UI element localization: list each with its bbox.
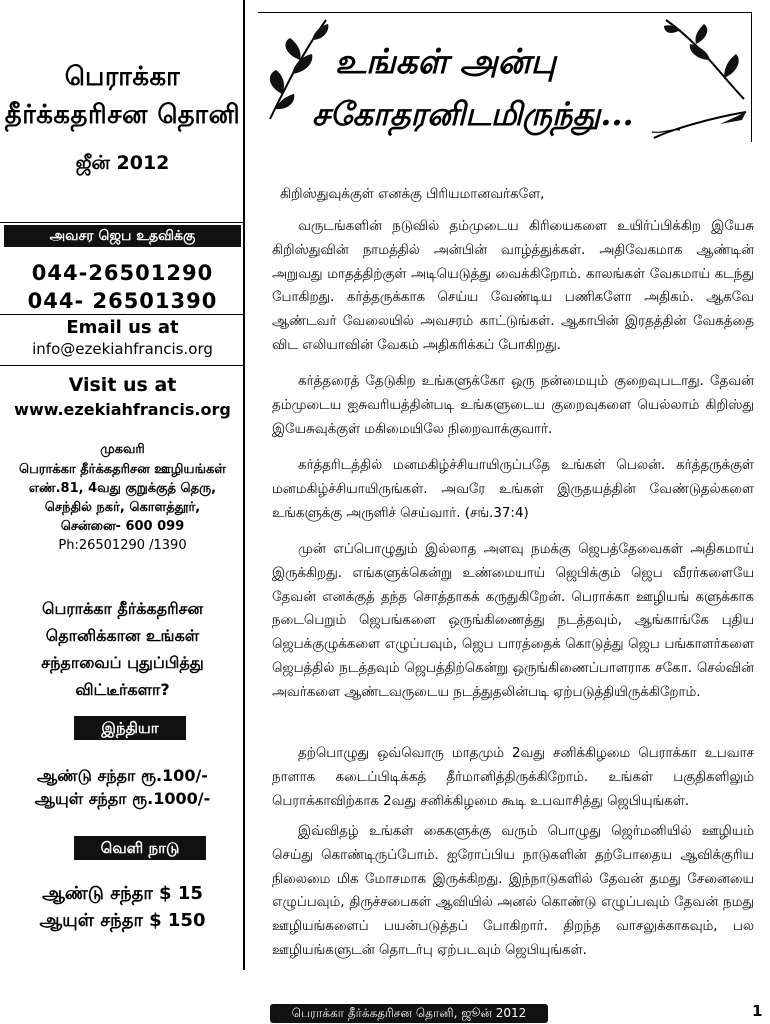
letter-paragraph: முன் எப்பொழுதும் இல்லாத அளவு நமக்கு ஜெபத்தேவைகள் அதிகமாய் இருக்கிறது. எங்களுக்கென்று உண்மையாய் ஜெபிக்கும் ஜெப வீரர்களையே தேவன் எனக்குத் தந்த சொத்தாகக் கருதுகிறேன். பெராக்கா ஊழியங் களுக்காக நடைபெறும் ஜெபங்களை ஒருங்கிணைத்து நடத்தவும், ஆங்காங்கே புதிய ஜெபக்குழுக்களை எழுப்பவும், ஜெப பாரத்தைக் கொடுத்து ஜெப பங்காளர்களை ஜெபத்தில் நடத்தவும் ஜெபத்திற்கென்று ஒருங்கிணைப்பாளராக சகோ. செல்வின் அவர்களை ஆண்டவருடைய நடத்துதலின்படி ஏற்படுத்தியிருக்கிறோம். <box>272 542 754 700</box>
letter-paragraph: வருடங்களின் நடுவில் தம்முடைய கிரியைகளை உயிர்ப்பிக்கிற இயேசு கிறிஸ்துவின் நாமத்தில் அன்பின் வாழ்த்துக்கள். அதிவேகமாக ஆண்டின் அறுவது மாதத்திற்குள் அடியெடுத்து வைக்கிறோம். காலங்கள் வேகமாய் கடந்து போகிறது. கர்த்தருக்காக செய்ய வேண்டிய பணிகளோ அதிகம். ஆகவே ஆண்டவர் வேலையில் அவசரம் காட்டுங்கள். ஆகாபின் இரதத்தின் வேகத்தை விட எலியாவின் வேகம் அதிகரிக்கப் போகிறது. <box>272 219 754 353</box>
sidebar <box>0 0 245 970</box>
letter-salutation: கிறிஸ்துவுக்குள் எனக்கு பிரியமானவர்களே, <box>280 187 545 202</box>
header-greeting-line1: உங்கள் அன்பு <box>335 42 556 82</box>
divider <box>0 222 245 223</box>
header-greeting-line2: சகோதரனிடமிருந்து... <box>312 95 634 133</box>
india-annual-fee: ஆண்டு சந்தா ரூ.100/- <box>37 766 208 785</box>
leaf-ornament-icon <box>660 14 748 104</box>
address-line: சென்னை- 600 099 <box>60 519 185 534</box>
divider <box>0 314 245 315</box>
address-heading: முகவரி <box>100 442 145 457</box>
prayer-help-banner: அவசர ஜெப உதவிக்கு <box>4 225 241 247</box>
address-line: பெராக்கா தீர்க்கதரிசன ஊழியங்கள் <box>18 462 227 477</box>
abroad-lifetime-fee: ஆயுள் சந்தா $ 150 <box>39 910 206 931</box>
divider <box>0 365 245 366</box>
abroad-banner: வெளி நாடு <box>74 836 206 860</box>
magazine-title-line1: பெராக்கா <box>64 62 181 92</box>
pen-icon <box>650 108 750 142</box>
renew-question-line: தொனிக்கான உங்கள் <box>45 626 200 645</box>
letter-paragraph: கர்த்தரிடத்தில் மனமகிழ்ச்சியாயிருப்பதே உங்கள் பெலன். கர்த்தருக்குள் மனமகிழ்ச்சியாயிருங்கள். அவரே உங்கள் இருதயத்தின் வேண்டுதல்களை உங்களுக்கு அருளிச் செய்வார். (சங்.37:4) <box>272 458 754 521</box>
magazine-title-line2: தீர்க்கதரிசன தொனி <box>4 100 241 130</box>
renew-question-line: விட்டீர்களா? <box>75 680 170 699</box>
address-phone: Ph:26501290 /1390 <box>58 538 187 553</box>
address-line: எண்.81, 4வது குறுக்குத் தெரு, <box>28 481 217 496</box>
renew-question-line: சந்தாவைப் புதுப்பித்து <box>41 653 204 672</box>
visit-label: Visit us at <box>68 374 177 396</box>
website-link[interactable]: www.ezekiahfrancis.org <box>14 400 231 419</box>
renew-question-line: பெராக்கா தீர்க்கதரிசன <box>42 599 203 618</box>
page-number: 1 <box>752 1002 763 1020</box>
phone-number-2[interactable]: 044- 26501390 <box>27 289 218 313</box>
abroad-annual-fee: ஆண்டு சந்தா $ 15 <box>42 883 203 904</box>
footer-banner: பெராக்கா தீர்க்கதரிசன தொனி, ஜூன் 2012 <box>270 1004 548 1023</box>
letter-paragraph: தற்பொழுது ஒவ்வொரு மாதமும் 2வது சனிக்கிழமை பெராக்கா உபவாச நாளாக கடைப்பிடிக்கத் தீர்மானித்திருக்கிறோம். உங்கள் பகுதிகளிலும் பெராக்காவிற்காக 2வது சனிக்கிழமை கூடி உபவாசித்து ஜெபியுங்கள். <box>272 746 754 809</box>
address-line: செந்தில் நகர், கொளத்தூர், <box>44 500 201 515</box>
letter-paragraph: இவ்விதழ் உங்கள் கைகளுக்கு வரும் பொழுது ஜெர்மனியில் ஊழியம் செய்து கொண்டிருப்போம். ஐரோப்பிய நாடுகளின் தற்போதைய ஆவிக்குரிய நிலைமை மிக மோசமாக இருக்கிறது. இந்நாடுகளில் தேவன் தமது சேனையை எழுப்பவும், திருச்சபைகள் ஆவியில் அனல் கொண்டு எழுப்பவும் தேவன் நமது ஊழியங்களைப் பயன்படுத்தப் போகிறார். திறந்த வாசலுக்காகவும், பல ஊழியங்களுடன் தொடர்பு ஏற்படவும் ஜெபியுங்கள். <box>272 824 754 958</box>
email-label: Email us at <box>66 317 179 338</box>
india-lifetime-fee: ஆயுள் சந்தா ரூ.1000/- <box>34 789 211 808</box>
india-banner: இந்தியா <box>74 716 186 740</box>
letter-paragraph: கர்த்தரைத் தேடுகிற உங்களுக்கோ ஒரு நன்மையும் குறைவுபடாது. தேவன் தம்முடைய ஐசுவரியத்தின்படி உங்களுடைய குறைவுகளை யெல்லாம் கிறிஸ்து இயேசுவுக்குள் மகிமையிலே நிறைவாக்குவார். <box>272 374 754 437</box>
phone-number-1[interactable]: 044-26501290 <box>31 261 214 285</box>
email-link[interactable]: info@ezekiahfrancis.org <box>32 340 213 358</box>
issue-date: ஜீன் 2012 <box>75 152 170 174</box>
